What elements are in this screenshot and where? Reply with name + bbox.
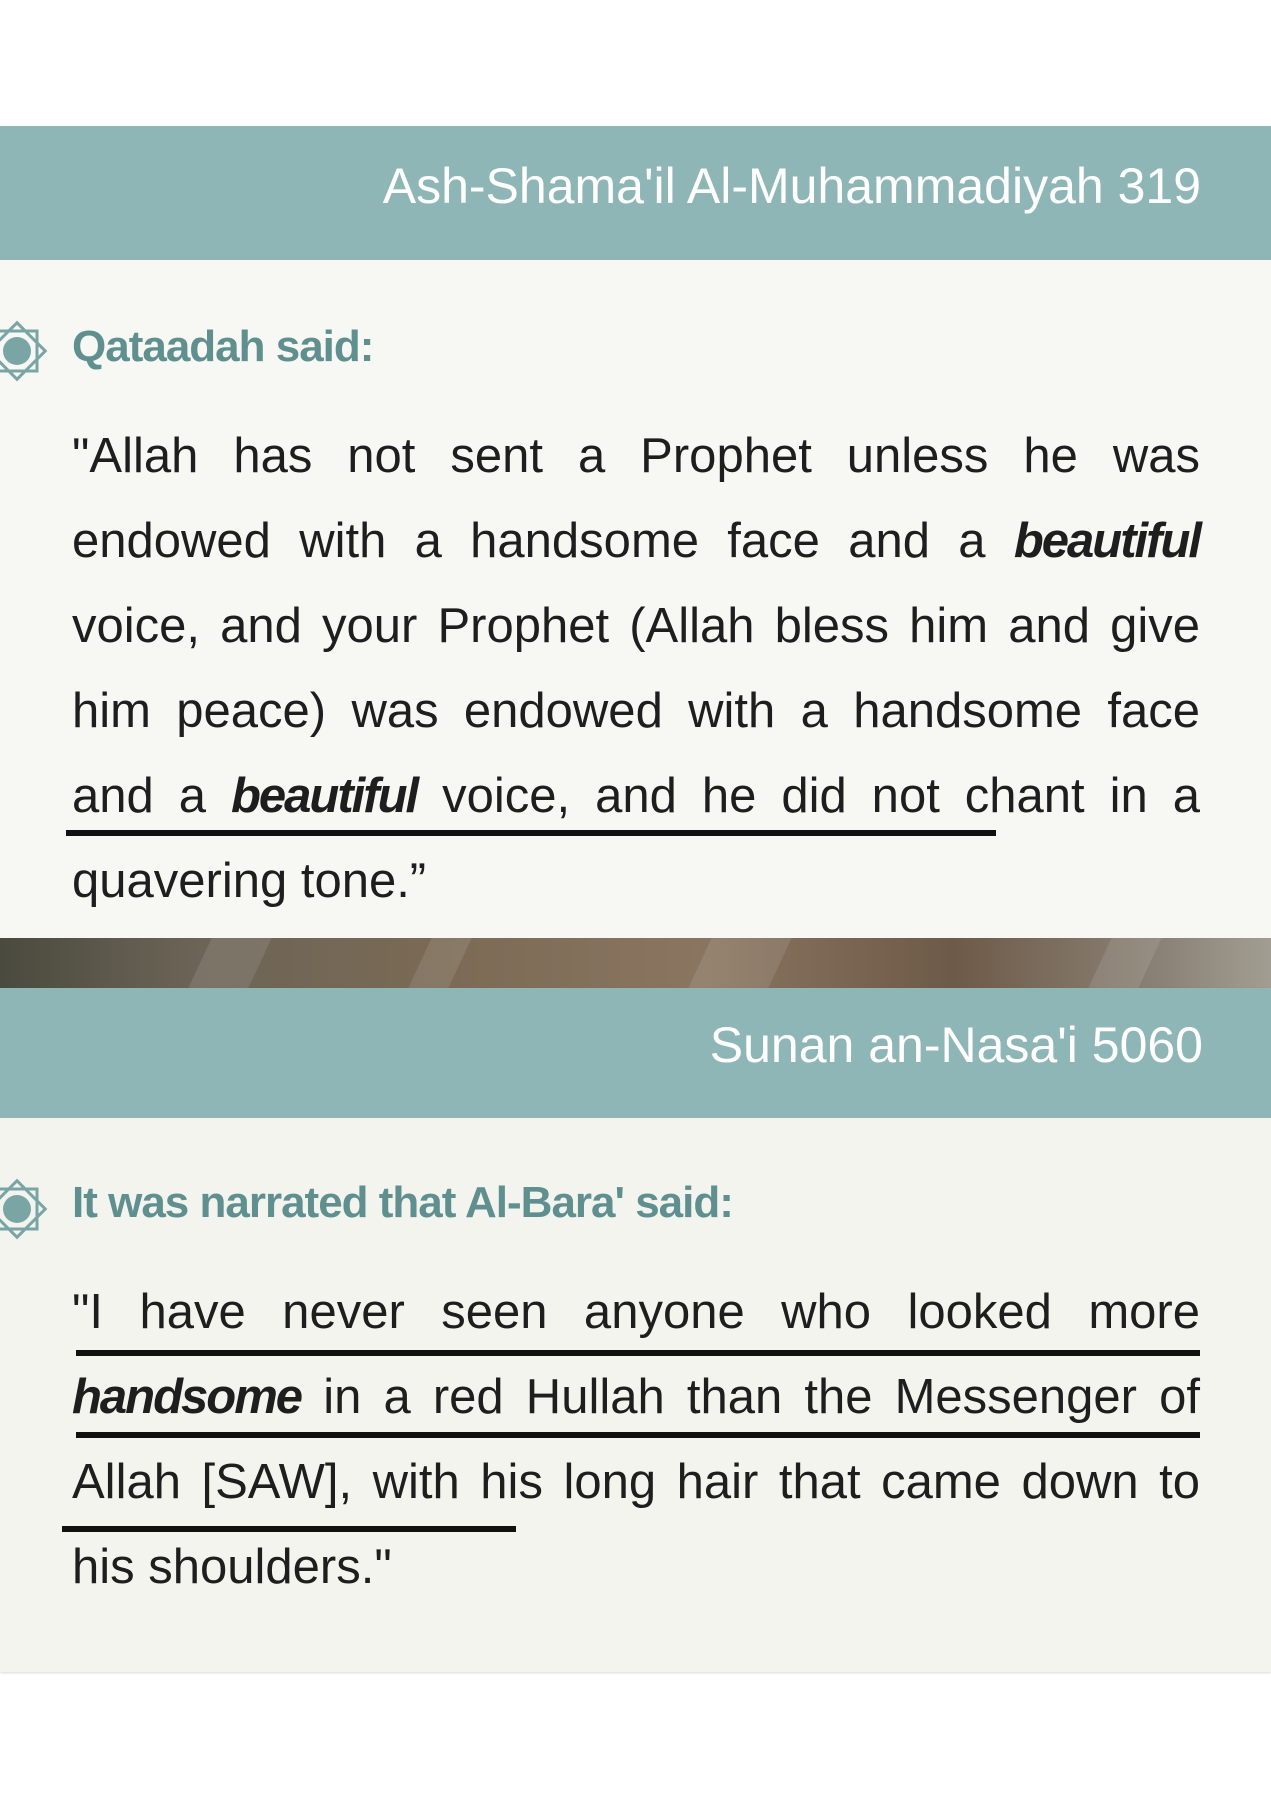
quote-text: "Allah has not sent a Prophet unless he was endowed with a handsome face and a xyxy=(72,429,1200,568)
rosette-icon xyxy=(0,316,52,386)
quote-text: voice, and he did not chant in a quavering tone.” xyxy=(72,769,1200,908)
background-photo-strip xyxy=(0,938,1271,988)
hadith-quote xyxy=(72,414,1200,924)
quote-text: in a red Hullah than the Messenger of Allah [SAW], with his long hair that came down to his shoulders." xyxy=(72,1370,1200,1594)
underline-mark xyxy=(76,1350,1200,1356)
quote-text: voice, and your Prophet (Allah bless him and give him peace) was endowed with a handsome face and a xyxy=(72,599,1200,823)
source-title: Ash-Shama'il Al-Muhammadiyah 319 xyxy=(382,158,1201,214)
quote-text: "I have never seen anyone who looked more xyxy=(72,1285,1200,1339)
emphasis-word: handsome xyxy=(72,1370,302,1424)
emphasis-word: beautiful xyxy=(230,769,418,823)
hadith-card-2 xyxy=(0,988,1271,1672)
emphasis-word: beautiful xyxy=(1013,514,1200,568)
rosette-icon xyxy=(0,1174,52,1244)
source-header xyxy=(0,126,1271,260)
source-header xyxy=(0,988,1271,1118)
narrator-label: It was narrated that Al-Bara' said: xyxy=(72,1178,733,1227)
narrator-label: Qataadah said: xyxy=(72,322,374,371)
underline-mark xyxy=(62,1526,516,1532)
source-title: Sunan an-Nasa'i 5060 xyxy=(709,1017,1203,1073)
hadith-quote xyxy=(72,1270,1200,1610)
hadith-card-1 xyxy=(0,126,1271,938)
underline-mark xyxy=(76,1432,1200,1438)
underline-mark xyxy=(66,830,996,836)
